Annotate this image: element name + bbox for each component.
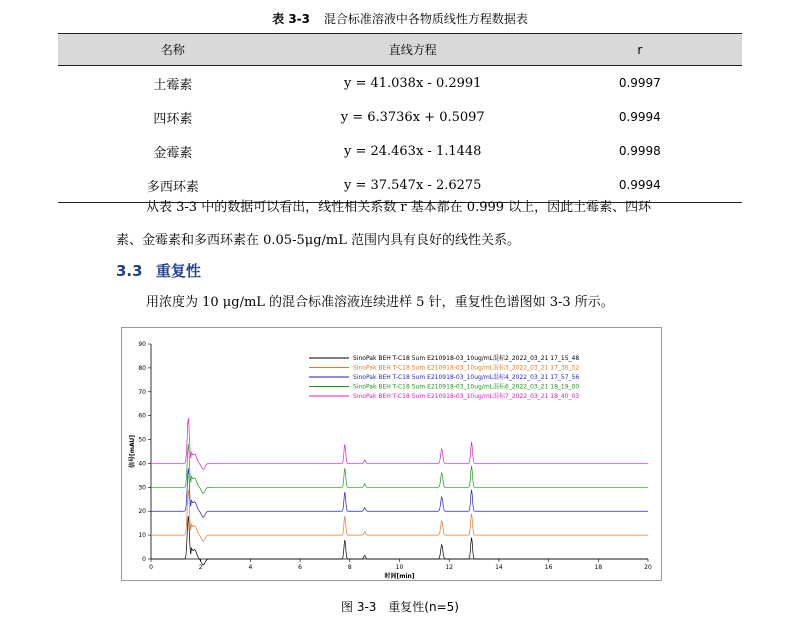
series-line [151, 444, 648, 493]
table-row [58, 134, 742, 168]
y-tick-label: 80 [138, 364, 146, 372]
figure-title: 重复性(n=5) [388, 600, 459, 614]
chromatogram-figure [121, 327, 662, 581]
figure-number: 图 3-3 [341, 600, 377, 614]
figure-caption [0, 598, 800, 615]
y-tick-label: 30 [138, 484, 146, 492]
table-caption-number: 表 3-3 [272, 12, 310, 26]
x-tick-label: 2 [198, 564, 203, 571]
table-cell-r: 0.9994 [618, 110, 661, 124]
table-cell-r: 0.9997 [618, 76, 661, 90]
table-row [58, 100, 742, 134]
section-number: 3.3 [116, 262, 143, 280]
y-tick-label: 10 [138, 532, 146, 540]
legend-entry: SinoPak BEH T-C18 5um E210918-03_10ug/mL混标7_2022_03_21 18_40_03 [353, 393, 580, 400]
table-header-row [58, 34, 742, 66]
x-tick-label: 14 [495, 564, 503, 571]
linear-equation-table [58, 33, 742, 203]
y-tick-label: 70 [138, 388, 146, 396]
series-line [151, 516, 648, 565]
y-tick-label: 90 [138, 341, 146, 348]
series-line [151, 468, 648, 517]
y-tick-label: 20 [138, 508, 146, 516]
x-tick-label: 4 [248, 564, 253, 571]
paragraph-1-line-1: 从表 3-3 中的数据可以看出，线性相关系数 r 基本都在 0.999 以上，因此土霉素、四环 [146, 200, 652, 215]
legend-entry: SinoPak BEH T-C18 5um E210918-03_10ug/mL混标4_2022_03_21 17_57_56 [353, 374, 580, 381]
table-cell-name: 金霉素 [153, 145, 193, 161]
table-cell-r: 0.9994 [538, 168, 742, 203]
x-tick-label: 12 [445, 564, 454, 571]
x-tick-label: 0 [149, 564, 153, 571]
series-line [151, 490, 648, 541]
table-row [58, 66, 742, 101]
x-tick-label: 10 [395, 564, 404, 571]
table-cell-equation: y = 24.463x - 1.1448 [343, 143, 482, 159]
paragraph-1-line-2: 素、金霉素和多西环素在 0.05-5μg/mL 范围内具有良好的线性关系。 [116, 233, 520, 248]
y-tick-label: 50 [138, 436, 146, 444]
x-tick-label: 20 [644, 564, 652, 571]
table-header-r: r [538, 34, 742, 66]
table-cell-equation: y = 6.3736x + 0.5097 [340, 109, 485, 125]
table-cell-name: 多西环素 [58, 168, 288, 203]
x-axis-label: 时间[min] [384, 573, 415, 580]
chromatogram-chart [122, 328, 661, 580]
table-cell-equation: y = 37.547x - 2.6275 [288, 168, 538, 203]
section-title: 重复性 [155, 262, 201, 280]
y-tick-label: 40 [138, 460, 146, 468]
x-tick-label: 16 [544, 564, 553, 571]
table-cell-name: 四环素 [153, 111, 193, 127]
table-cell-equation: y = 41.038x - 0.2991 [343, 75, 482, 91]
x-tick-label: 8 [347, 564, 352, 571]
section-heading [116, 260, 201, 281]
x-tick-label: 18 [594, 564, 603, 571]
y-axis-label: 信号[mAU] [129, 434, 136, 469]
table-cell-r: 0.9998 [618, 144, 661, 158]
series-line [151, 418, 648, 469]
y-tick-label: 60 [138, 412, 146, 420]
x-tick-label: 6 [298, 564, 303, 571]
table-caption [0, 10, 800, 27]
paragraph-2: 用浓度为 10 μg/mL 的混合标准溶液连续进样 5 针，重复性色谱图如 3-3 所示。 [146, 295, 614, 310]
legend-entry: SinoPak BEH T-C18 5um E210918-03_10ug/mL混标6_2022_03_21 18_19_00 [353, 383, 580, 391]
table-header-equation: 直线方程 [288, 34, 538, 66]
legend-entry: SinoPak BEH T-C18 5um E210918-03_10ug/mL混标3_2022_03_21 17_36_52 [353, 364, 580, 372]
table-caption-title: 混合标准溶液中各物质线性方程数据表 [323, 12, 528, 26]
table-row [58, 168, 742, 203]
table-cell-name: 土霉素 [153, 77, 193, 93]
table-header-name: 名称 [58, 34, 288, 66]
legend-entry: SinoPak BEH T-C18 5um E210918-03_10ug/mL混标2_2022_03_21 17_15_48 [353, 355, 580, 362]
y-tick-label: 0 [142, 556, 146, 563]
